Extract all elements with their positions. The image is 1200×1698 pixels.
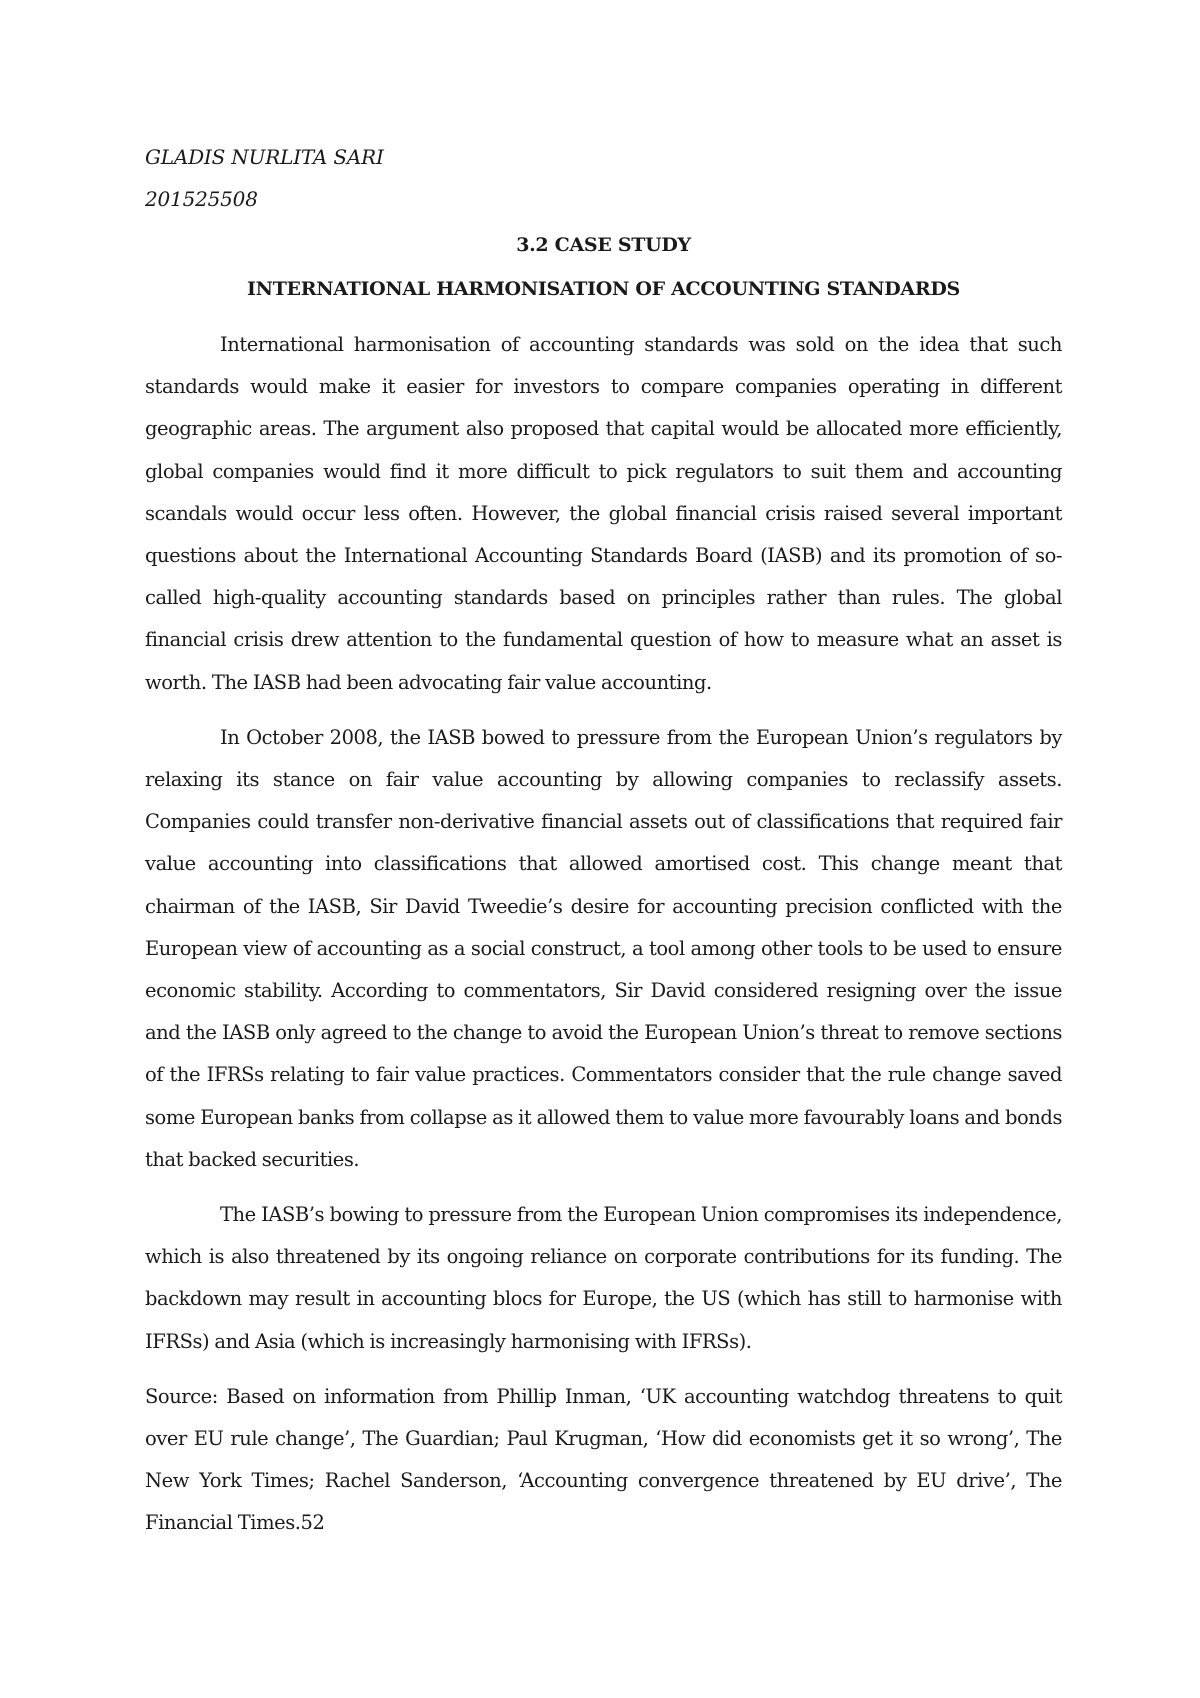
paragraph-1: International harmonisation of accounting standards was sold on the idea that such standards would make it easier for investors to compare companies operating in different geographic areas. The argument also proposed that capital would be allocated more efficiently, global companies would find it more difficult to pick regulators to suit them and accounting scandals would occur less often. However, the global financial crisis raised several important questions about the International Accounting Standards Board (IASB) and its promotion of so-called high-quality accounting standards based on principles rather than rules. The global financial crisis drew attention to the fundamental question of how to measure what an asset is worth. The IASB had been advocating fair value accounting. [145, 333, 1062, 694]
student-id: 201525508 [145, 187, 258, 211]
paragraph-3: The IASB’s bowing to pressure from the European Union compromises its independence, which is also threatened by its ongoing reliance on corporate contributions for its funding. The backdown may result in accounting blocs for Europe, the US (which has still to harmonise with IFRSs) and Asia (which is increasingly harmonising with IFRSs). [145, 1203, 1062, 1353]
document-page [145, 140, 1062, 1545]
paragraph-2: In October 2008, the IASB bowed to pressure from the European Union’s regulators by relaxing its stance on fair value accounting by allowing companies to reclassify assets. Companies could transfer non-derivative financial assets out of classifications that required fair value accounting into classifications that allowed amortised cost. This change meant that chairman of the IASB, Sir David Tweedie’s desire for accounting precision conflicted with the European view of accounting as a social construct, a tool among other tools to be used to ensure economic stability. According to commentators, Sir David considered resigning over the issue and the IASB only agreed to the change to avoid the European Union’s threat to remove sections of the IFRSs relating to fair value practices. Commentators consider that the rule change saved some European banks from collapse as it allowed them to value more favourably loans and bonds that backed securities. [145, 725, 1062, 1171]
source-citation: Source: Based on information from Phillip Inman, ‘UK accounting watchdog threatens to quit over EU rule change’, The Guardian; Paul Krugman, ‘How did economists get it so wrong’, The New York Times; Rachel Sanderson, ‘Accounting convergence threatened by EU drive’, The Financial Times.52 [145, 1384, 1062, 1535]
case-study-title: INTERNATIONAL HARMONISATION OF ACCOUNTING STANDARDS [247, 278, 960, 300]
author-name: GLADIS NURLITA SARI [145, 145, 384, 169]
case-study-label: 3.2 CASE STUDY [516, 234, 691, 256]
